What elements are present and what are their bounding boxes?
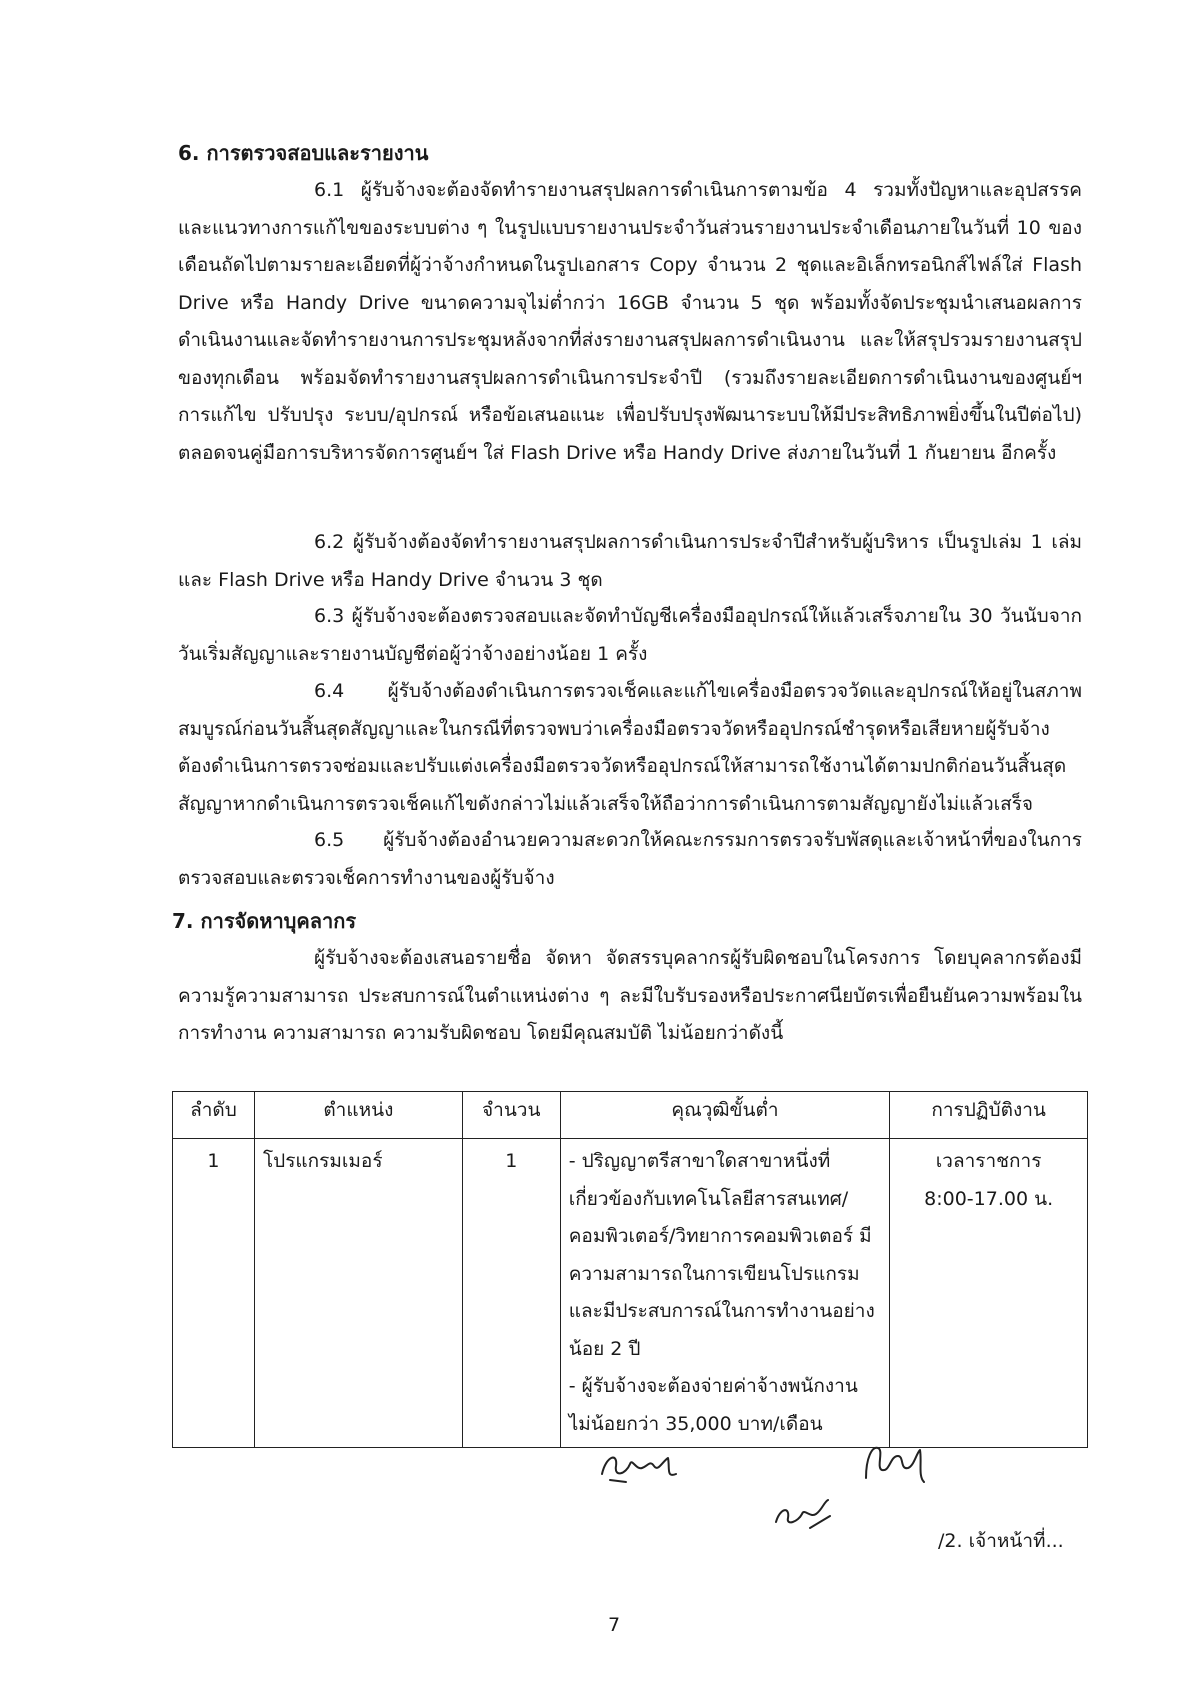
- signature-1: [596, 1444, 686, 1488]
- qualification-line: - ปริญญาตรีสาขาใดสาขาหนึ่งที่: [568, 1150, 831, 1172]
- header-qualification: คุณวุฒิขั้นต่ำ: [560, 1092, 890, 1139]
- qualification-line: และมีประสบการณ์ในการทำงานอย่าง: [568, 1300, 875, 1322]
- paragraph-7: ผู้รับจ้างจะต้องเสนอรายชื่อ จัดหา จัดสรรบุคลากรผู้รับผิดชอบในโครงการ โดยบุคลากรต้องมีความรู้ความสามารถ ประสบการณ์ในตำแหน่งต่าง ๆ ละมีใบรับรองหรือประกาศนียบัตรเพื่อยืนยันความพร้อมในการทำงาน ความสามารถ ความรับผิดชอบ โดยมีคุณสมบัติ ไม่น้อยกว่าดังนี้: [178, 947, 1082, 1044]
- cell-count: 1: [462, 1139, 560, 1448]
- work-hours-line-2: 8:00-17.00 น.: [924, 1187, 1054, 1210]
- paragraph-6-5: 6.5 ผู้รับจ้างต้องอำนวยความสะดวกให้คณะกรรมการตรวจรับพัสดุและเจ้าหน้าที่ของในการตรวจสอบและตรวจเช็คการทำงานของผู้รับจ้าง: [178, 829, 1082, 889]
- cell-work-hours: [890, 1139, 1088, 1448]
- section-7-heading: 7. การจัดหาบุคลากร: [172, 909, 357, 933]
- paragraph-6-3: 6.3 ผู้รับจ้างจะต้องตรวจสอบและจัดทำบัญชีเครื่องมืออุปกรณ์ให้แล้วเสร็จภายใน 30 วันนับจากวันเริ่มสัญญาและรายงานบัญชีต่อผู้ว่าจ้างอย่างน้อย 1 ครั้ง: [178, 605, 1082, 665]
- table-row: [173, 1139, 1088, 1448]
- signature-3: [770, 1494, 840, 1534]
- qualification-line: คอมพิวเตอร์/วิทยาการคอมพิวเตอร์ มี: [568, 1225, 872, 1247]
- paragraph-6-4: 6.4 ผู้รับจ้างต้องดำเนินการตรวจเช็คและแก้ไขเครื่องมือตรวจวัดและอุปกรณ์ให้อยู่ในสภาพสมบูรณ์ก่อนวันสิ้นสุดสัญญาและในกรณีที่ตรวจพบว่าเครื่องมือตรวจวัดหรืออุปกรณ์ชำรุดหรือเสียหายผู้รับจ้างต้องดำเนินการตรวจซ่อมและปรับแต่งเครื่องมือตรวจวัดหรืออุปกรณ์ให้สามารถใช้งานได้ตามปกติก่อนวันสิ้นสุดสัญญาหากดำเนินการตรวจเช็คแก้ไขดังกล่าวไม่แล้วเสร็จให้ถือว่าการดำเนินการตามสัญญายังไม่แล้วเสร็จ: [178, 680, 1082, 815]
- qualification-line: น้อย 2 ปี: [568, 1337, 641, 1360]
- section-6-heading: 6. การตรวจสอบและรายงาน: [178, 141, 429, 165]
- header-work-hours: การปฏิบัติงาน: [890, 1092, 1088, 1139]
- qualification-line: ความสามารถในการเขียนโปรแกรม: [568, 1262, 860, 1285]
- qualification-line: ไม่น้อยกว่า 35,000 บาท/เดือน: [568, 1412, 823, 1435]
- cell-position: โปรแกรมเมอร์: [254, 1139, 462, 1448]
- qualification-line: เกี่ยวข้องกับเทคโนโลยีสารสนเทศ/: [568, 1187, 849, 1210]
- signature-2: [860, 1438, 930, 1488]
- table-header-row: [173, 1092, 1088, 1139]
- paragraph-6-1: 6.1 ผู้รับจ้างจะต้องจัดทำรายงานสรุปผลการดำเนินการตามข้อ 4 รวมทั้งปัญหาและอุปสรรคและแนวทางการแก้ไขของระบบต่าง ๆ ในรูปแบบรายงานประจำวันส่วนรายงานประจำเดือนภายในวันที่ 10 ของเดือนถัดไปตามรายละเอียดที่ผู้ว่าจ้างกำหนดในรูปเอกสาร Copy จำนวน 2 ชุดและอิเล็กทรอนิกส์ไฟล์ใส่ Flash Drive หรือ Handy Drive ขนาดความจุไม่ต่ำกว่า 16GB จำนวน 5 ชุด พร้อมทั้งจัดประชุมนำเสนอผลการดำเนินงานและจัดทำรายงานการประชุมหลังจากที่ส่งรายงานสรุปผลการดำเนินงาน และให้สรุปรวมรายงานสรุปของทุกเดือน พร้อมจัดทำรายงานสรุปผลการดำเนินการประจำปี (รวมถึงรายละเอียดการดำเนินงานของศูนย์ฯ การแก้ไข ปรับปรุง ระบบ/อุปกรณ์ หรือข้อเสนอแนะ เพื่อปรับปรุงพัฒนาระบบให้มีประสิทธิภาพยิ่งขึ้นในปีต่อไป) ตลอดจนคู่มือการบริหารจัดการศูนย์ฯ ใส่ Flash Drive หรือ Handy Drive ส่งภายในวันที่ 1 กันยายน อีกครั้ง: [178, 179, 1082, 464]
- work-hours-line-1: เวลาราชการ: [935, 1150, 1042, 1172]
- cell-qualification: [560, 1139, 890, 1448]
- cell-order: 1: [173, 1139, 255, 1448]
- paragraph-6-2: 6.2 ผู้รับจ้างต้องจัดทำรายงานสรุปผลการดำเนินการประจำปีสำหรับผู้บริหาร เป็นรูปเล่ม 1 เล่ม และ Flash Drive หรือ Handy Drive จำนวน 3 ชุด: [178, 531, 1082, 591]
- personnel-table: [172, 1091, 1088, 1448]
- header-count: จำนวน: [462, 1092, 560, 1139]
- header-order: ลำดับ: [173, 1092, 255, 1139]
- page-number: 7: [608, 1614, 621, 1636]
- qualification-line: - ผู้รับจ้างจะต้องจ่ายค่าจ้างพนักงาน: [568, 1375, 858, 1397]
- continuation-note: /2. เจ้าหน้าที่...: [938, 1530, 1064, 1552]
- header-position: ตำแหน่ง: [254, 1092, 462, 1139]
